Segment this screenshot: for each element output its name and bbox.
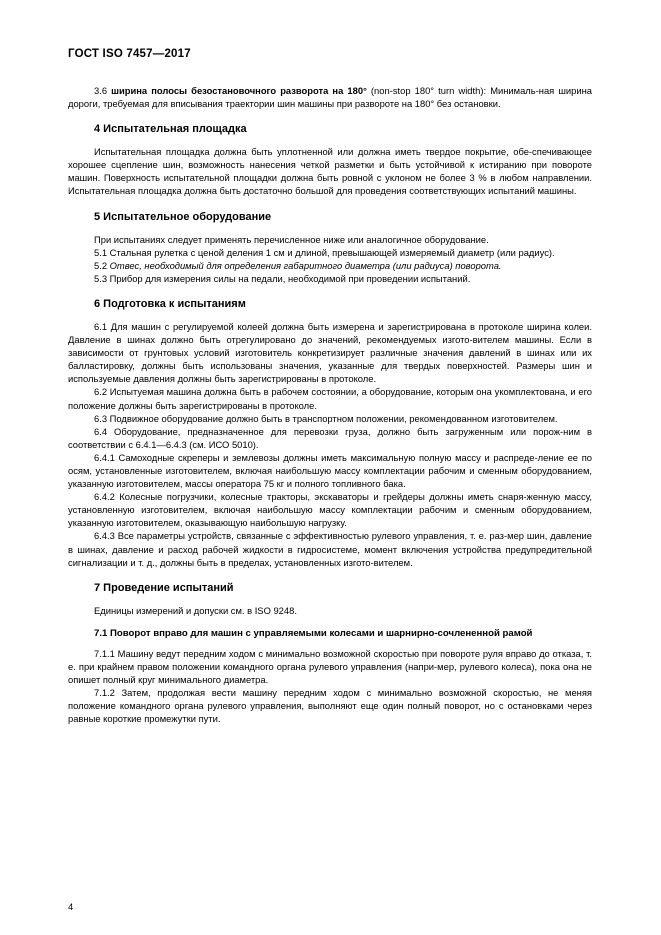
paragraph — [68, 246, 592, 259]
vertical-spacer — [68, 225, 592, 233]
paragraph — [68, 145, 592, 197]
subsection-heading: 7.1 Поворот вправо для машин с управляемыми колесами и шарнирно-сочлененной рамой — [94, 627, 533, 639]
paragraph — [68, 385, 592, 411]
vertical-spacer — [68, 596, 592, 604]
bold-term: ширина полосы безостановочного разворота на 180° — [111, 85, 367, 96]
text-run: 5.3 Прибор для измерения силы на педали, необходимой при проведении испытаний. — [94, 272, 471, 284]
text-run: 6.3 Подвижное оборудование должно быть в транспортном положении, рекомендованном изготовителем. — [94, 412, 558, 424]
vertical-spacer — [68, 285, 592, 297]
paragraph — [68, 412, 592, 425]
text-run: 6.4.1 Самоходные скреперы и землевозы должны иметь максимальную полную массу и распреде-ление ее по осям, установленные изготовителем, включая наибольшую массу комплектации рабочим и сменным оборудованием, указанную изготовителем, массы оператора 75 кг и полного топливного бака. — [68, 451, 592, 490]
text-run: Испытательная площадка должна быть уплотненной или должна иметь твердое покрытие, обе-спечивающее хорошее сцепление шин, возможность нанесения четкой разметки и быть устойчивой к истиранию при повороте машин. Поверхность испытательной площадки должна быть ровной с уклоном не более 3 % в любом направлении. Испытательная площадка должна быть достаточно большой для проведения соответствующих испытаний машины. — [68, 146, 592, 197]
vertical-spacer — [68, 137, 592, 145]
paragraph — [68, 425, 592, 451]
section-heading: 5 Испытательное оборудование — [94, 210, 272, 223]
text-run: (non-stop 180° turn width): Минималь-ная ширина дороги, требуемая для вписывания траектории шин машины при развороте на 180° без остановки. — [68, 85, 592, 110]
text-run: 6.1 Для машин с регулируемой колеей должна быть измерена и зарегистрирована в протоколе ширина колеи. Давление в шинах должно быть отрегулировано до значений, рекомендуемых изгото-вителем машины. Если в зависимости от грунтовых условий изготовитель конкретизирует различные значения давлений в шинах или их балластировку, должны быть использованы значения, указанные для твердых поверхностей. Размеры шин и используемые давления должны быть зарегистрированы в протоколе. — [68, 320, 592, 385]
paragraph — [68, 529, 592, 568]
section-heading: 6 Подготовка к испытаниям — [94, 297, 246, 310]
text-run: 6.4.2 Колесные погрузчики, колесные тракторы, экскаваторы и грейдеры должны иметь снаря-женную массу, установленную изготовителем, включая наибольшую массу комплектации рабочим и сменным оборудованием, указанную изготовителем, оказывающую наибольшую нагрузку. — [68, 491, 592, 529]
text-run: 5.1 Стальная рулетка с ценой деления 1 см и длиной, превышающей измеряемый диаметр (или радиус). — [94, 246, 555, 258]
paragraph — [68, 451, 592, 490]
vertical-spacer — [68, 312, 592, 320]
text-run: 6.4.3 Все параметры устройств, связанные с эффективностью рулевого управления, т. е. раз-мер шин, давление в шинах, давление и расход рабочей жидкости в гидросистеме, момент включения устройства предупредительной сигнализации и т. д., должны быть в пределах, установленных изгото-вителем. — [68, 530, 592, 568]
page-number: 4 — [68, 901, 74, 912]
paragraph — [68, 233, 592, 246]
text-run: 7.1.2 Затем, продолжая вести машину передним ходом с минимально возможной скоростью, не меняя положение командного органа рулевого управления, выполняют еще один полный поворот, но с остановками через равные короткие промежутки пути. — [68, 687, 592, 725]
vertical-spacer — [68, 569, 592, 581]
paragraph — [68, 84, 592, 110]
paragraph — [68, 490, 592, 529]
section-heading: 7 Проведение испытаний — [94, 581, 234, 594]
paragraph — [68, 272, 592, 285]
page-header: ГОСТ ISO 7457—2017 — [68, 48, 191, 60]
vertical-spacer — [68, 198, 592, 210]
text-run: 6.4 Оборудование, предназначенное для перевозки груза, должно быть загруженным или порож-ним в соответствии с 6.4.1—6.4.3 (см. ИСО 5010). — [68, 425, 592, 450]
paragraph — [68, 686, 592, 725]
text-run: При испытаниях следует применять перечисленное ниже или аналогичное оборудование. — [94, 233, 489, 245]
section-heading: 4 Испытательная площадка — [94, 123, 247, 136]
vertical-spacer — [68, 617, 592, 627]
text-run: 3.6 — [94, 85, 112, 96]
italic-term: Отвес, необходимый для определения габаритного диаметра (или радиуса) поворота. — [109, 259, 502, 271]
vertical-spacer — [68, 110, 592, 122]
paragraph — [68, 604, 592, 617]
text-run: 7.1.1 Машину ведут передним ходом с минимально возможной скоростью при повороте руля вправо до отказа, т. е. при крайнем правом положении командного органа рулевого управления (напри-мер, рулевого колеса), пока она не опишет полный круг минимального диаметра. — [68, 647, 592, 685]
text-run: 5.2 — [94, 259, 110, 271]
text-run: 6.2 Испытуемая машина должна быть в рабочем состоянии, а оборудование, которым она укомплектована, и его положение должны быть зарегистрированы в протоколе. — [68, 386, 592, 411]
document-body — [68, 84, 592, 725]
paragraph — [68, 320, 592, 385]
paragraph — [68, 259, 592, 272]
text-run: Единицы измерений и допуски см. в ISO 9248. — [94, 604, 297, 616]
paragraph — [68, 647, 592, 686]
